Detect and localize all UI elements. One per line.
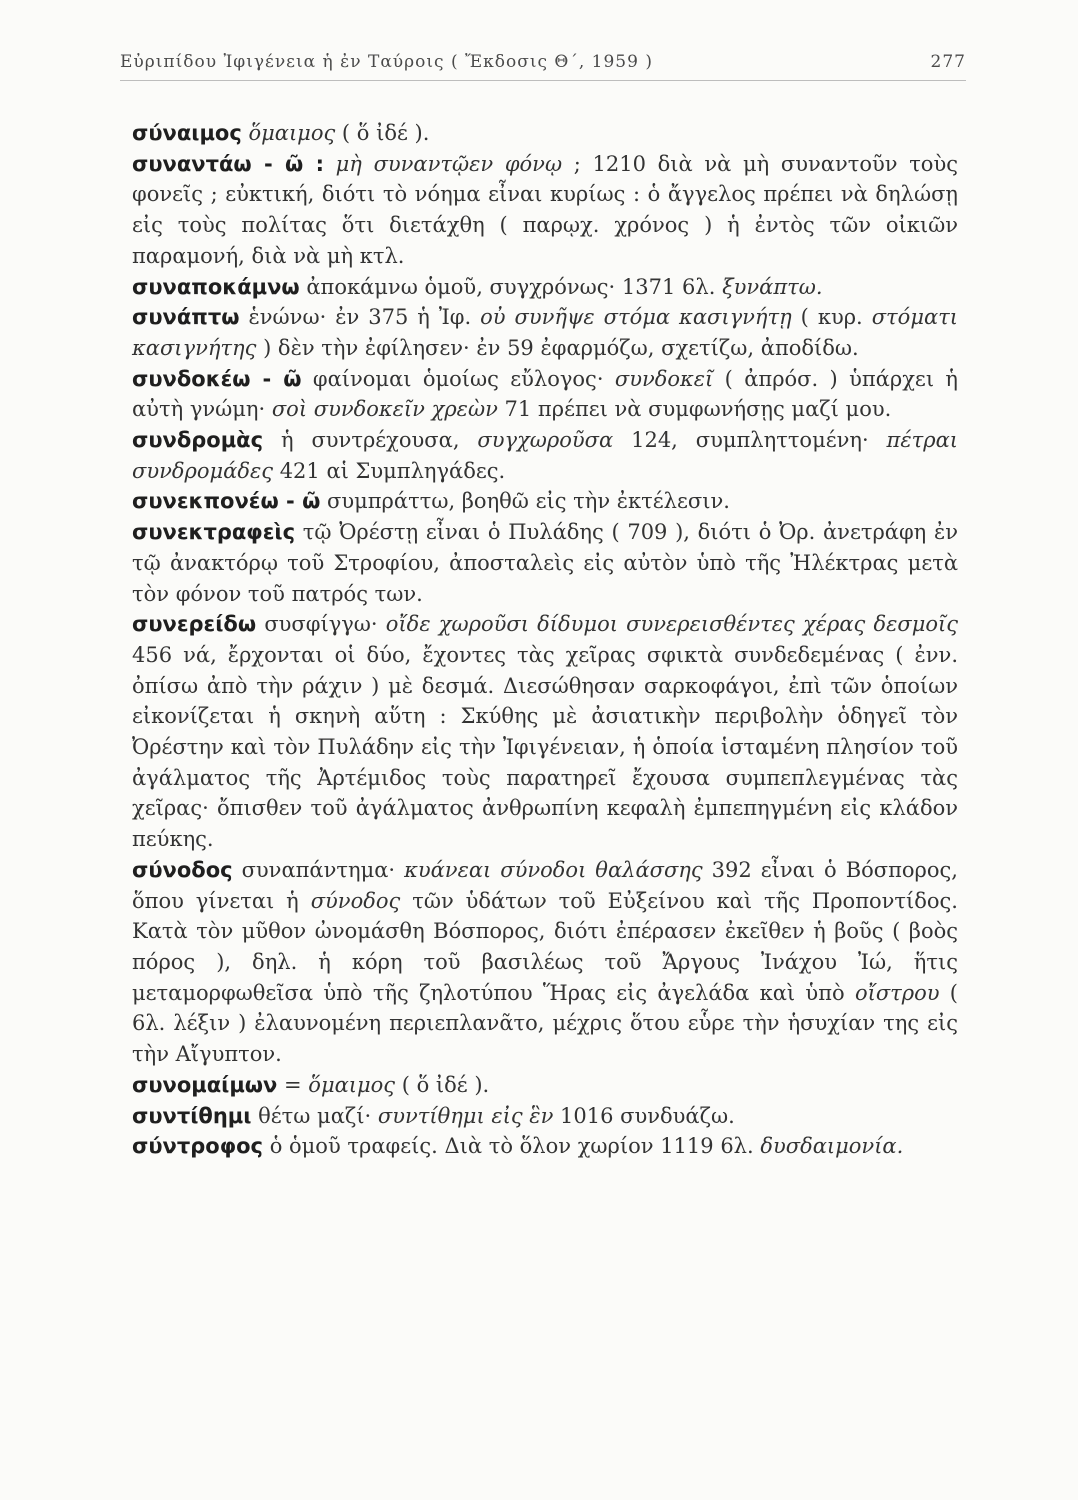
entry-text: ( κυρ. [791,305,872,330]
entry-headword: σύντροφος [132,1134,264,1159]
entry-text: ( ὅ ἰδέ ). [395,1072,490,1097]
entry-headword: συναντάω - ῶ : [132,151,324,176]
entry-text: 456 νά, ἔρχονται οἱ δύο, ἔχοντες τὰς χεῖρας σφικτὰ συνδεδεμένας ( ἐνν. ὀπίσω ἀπὸ τὴν ράχιν ) μὲ δεσμά. Διεσώθησαν σαρκοφάγοι, ἐπὶ τῶν ὁποίων εἰκονίζεται ἡ σκηνὴ αὕτη : Σκύθης μὲ ἀσιατικὴν περιβολὴν ὁδηγεῖ τὸν Ὀρέστην καὶ τὸν Πυλάδην εἰς τὴν Ἰφιγένειαν, ἡ ὁποία ἱσταμένη πλησίον τοῦ ἀγάλματος τῆς Ἀρτέμιδος τοὺς παρατηρεῖ ἔχουσα συμπεπλεγμένας τὰς χεῖρας· ὄπισθεν τοῦ ἀγάλματος ἀνθρωπίνη κεφαλὴ ἐμπεπηγμένη εἰς κλάδον πεύκης. [132,642,958,852]
entry-headword: συνερείδω [132,612,257,637]
quoted-text: σύνοδος [310,888,401,913]
entry-text: θέτω μαζί· [251,1103,378,1128]
quoted-text: στόματι κασιγνήτης [132,305,958,360]
entry-text: ( ἀπρόσ. ) ὑπάρχει ἡ αὐτὴ γνώμη· [132,366,958,422]
glossary-body [132,118,958,1162]
quoted-text: οὐ συνῆψε στόμα κασιγνήτῃ [480,305,792,330]
glossary-entry [132,425,958,486]
entry-text: ὁ ὁμοῦ τραφείς. Διὰ τὸ ὅλον χωρίον 1119 6λ. [263,1134,761,1159]
glossary-entry [132,486,958,517]
entry-headword: σύναιμος [132,121,242,145]
entry-text: ἑνώνω· ἐν 375 ἡ Ἰφ. [239,305,481,330]
glossary-entry [132,149,958,272]
glossary-entry [132,302,958,363]
quoted-text: συνδοκεῖ [614,366,714,391]
entry-text: ) δὲν τὴν ἐφίλησεν· ἐν 59 ἐφαρμόζω, σχετίζω, ἀποδίδω. [256,335,859,360]
glossary-entry [132,1131,958,1162]
quoted-text: οἴστρου [854,980,940,1005]
entry-text: ἡ συντρέχουσα, [263,428,478,453]
glossary-entry [132,517,958,609]
running-header [120,48,966,81]
entry-text: = [277,1072,309,1097]
quoted-text: ὅμαιμος [308,1072,396,1097]
running-title: Εὐριπίδου Ἰφιγένεια ἡ ἐν Ταύροις ( Ἔκδοσις Θ΄, 1959 ) [120,52,653,72]
entry-headword: συνδρομὰς [132,428,264,453]
page-number: 277 [930,52,966,72]
glossary-entry [132,1070,958,1101]
entry-text: 71 πρέπει νὰ συμφωνήσῃς μαζί μου. [497,397,892,422]
entry-headword: συνεκπονέω - ῶ [132,489,321,514]
glossary-entry [132,609,958,855]
entry-headword: συνάπτω [132,305,240,330]
quoted-text: σοὶ συνδοκεῖν χρεὼν [271,397,498,422]
quoted-text: συντίθημι εἰς ἓν [377,1103,554,1128]
entry-headword: συντίθημι [132,1103,252,1128]
entry-text: 1016 συνδυάζω. [553,1103,735,1128]
entry-text: τῷ Ὀρέστῃ εἶναι ὁ Πυλάδης ( 709 ), διότι ὁ Ὀρ. ἀνετράφη ἐν τῷ ἀνακτόρῳ τοῦ Στροφίου, ἀποσταλεὶς εἰς αὐτὸν ὑπὸ τῆς Ἠλέκτρας μετὰ τὸν φόνον τοῦ πατρός των. [132,520,958,606]
entry-headword: σύνοδος [132,857,233,882]
quoted-text: συγχωροῦσα [477,428,614,453]
entry-text: 392 εἶναι ὁ Βόσπορος, ὅπου γίνεται ἡ [132,857,958,913]
entry-text: ; 1210 διὰ νὰ μὴ συναντοῦν τοὺς φονεῖς ; εὐκτική, διότι τὸ νόημα εἶναι κυρίως : ὁ ἄγγελος πρέπει νὰ δηλώσῃ εἰς τοὺς πολίτας ὅτι διετάχθη ( παρῳχ. χρόνος ) ἡ ἐντὸς τῶν οἰκιῶν παραμονή, διὰ νὰ μὴ κτλ. [132,151,958,268]
quoted-text: κυάνεαι σύνοδοι θαλάσσης [404,857,703,882]
entry-text: συμπράττω, βοηθῶ εἰς τὴν ἐκτέλεσιν. [320,489,730,514]
entry-text: ἀποκάμνω ὁμοῦ, συγχρόνως· 1371 6λ. [299,274,723,299]
glossary-entry [132,855,958,1070]
quoted-text: οἴδε χωροῦσι δίδυμοι συνερεισθέντες χέρας δεσμοῖς [385,612,958,637]
entry-text: ( 6λ. λέξιν ) ἐλαυνομένη περιεπλανᾶτο, μέχρις ὅτου εὗρε τὴν ἡσυχίαν της εἰς τὴν Αἴγυπτον. [132,980,959,1067]
entry-text: συσφίγγω· [256,612,386,637]
quoted-text: μὴ συναντῷεν φόνῳ [335,151,563,176]
entry-text: φαίνομαι ὁμοίως εὔλογος· [301,366,615,391]
quoted-text: ὅμαιμος [248,121,336,145]
entry-text: τῶν ὑδάτων τοῦ Εὐξείνου καὶ τῆς Προποντίδος. Κατὰ τὸν μῦθον ὠνομάσθη Βόσπορος, διότι ἐπέρασεν ἐκεῖθεν ἡ βοῦς ( βοὸς πόρος ), δηλ. ἡ κόρη τοῦ βασιλέως τοῦ Ἄργους Ἰνάχου Ἰώ, ἥτις μεταμορφωθεῖσα ὑπὸ τῆς ζηλοτύπου Ἥρας εἰς ἀγελάδα καὶ ὑπὸ [132,888,958,1005]
entry-text: ( ὅ ἰδέ ). [335,121,430,145]
glossary-entry [132,364,958,425]
quoted-text: πέτραι συνδρομάδες [132,428,958,483]
glossary-entry [132,1101,958,1132]
quoted-text: δυσδαιμονία. [760,1134,904,1159]
quoted-text: ξυνάπτω. [722,274,823,299]
glossary-entry [132,272,958,303]
entry-headword: συνδοκέω - ῶ [132,366,302,391]
entry-text: 421 αἱ Συμπληγάδες. [273,458,506,483]
entry-text: συναπάντημα· [232,857,405,882]
entry-text [324,152,336,176]
entry-text: 124, συμπληττομένη· [613,428,887,453]
entry-headword: συνεκτραφεὶς [132,520,296,545]
entry-headword: συναποκάμνω [132,274,300,299]
entry-headword: συνομαίμων [132,1072,278,1097]
glossary-entry [132,118,958,149]
